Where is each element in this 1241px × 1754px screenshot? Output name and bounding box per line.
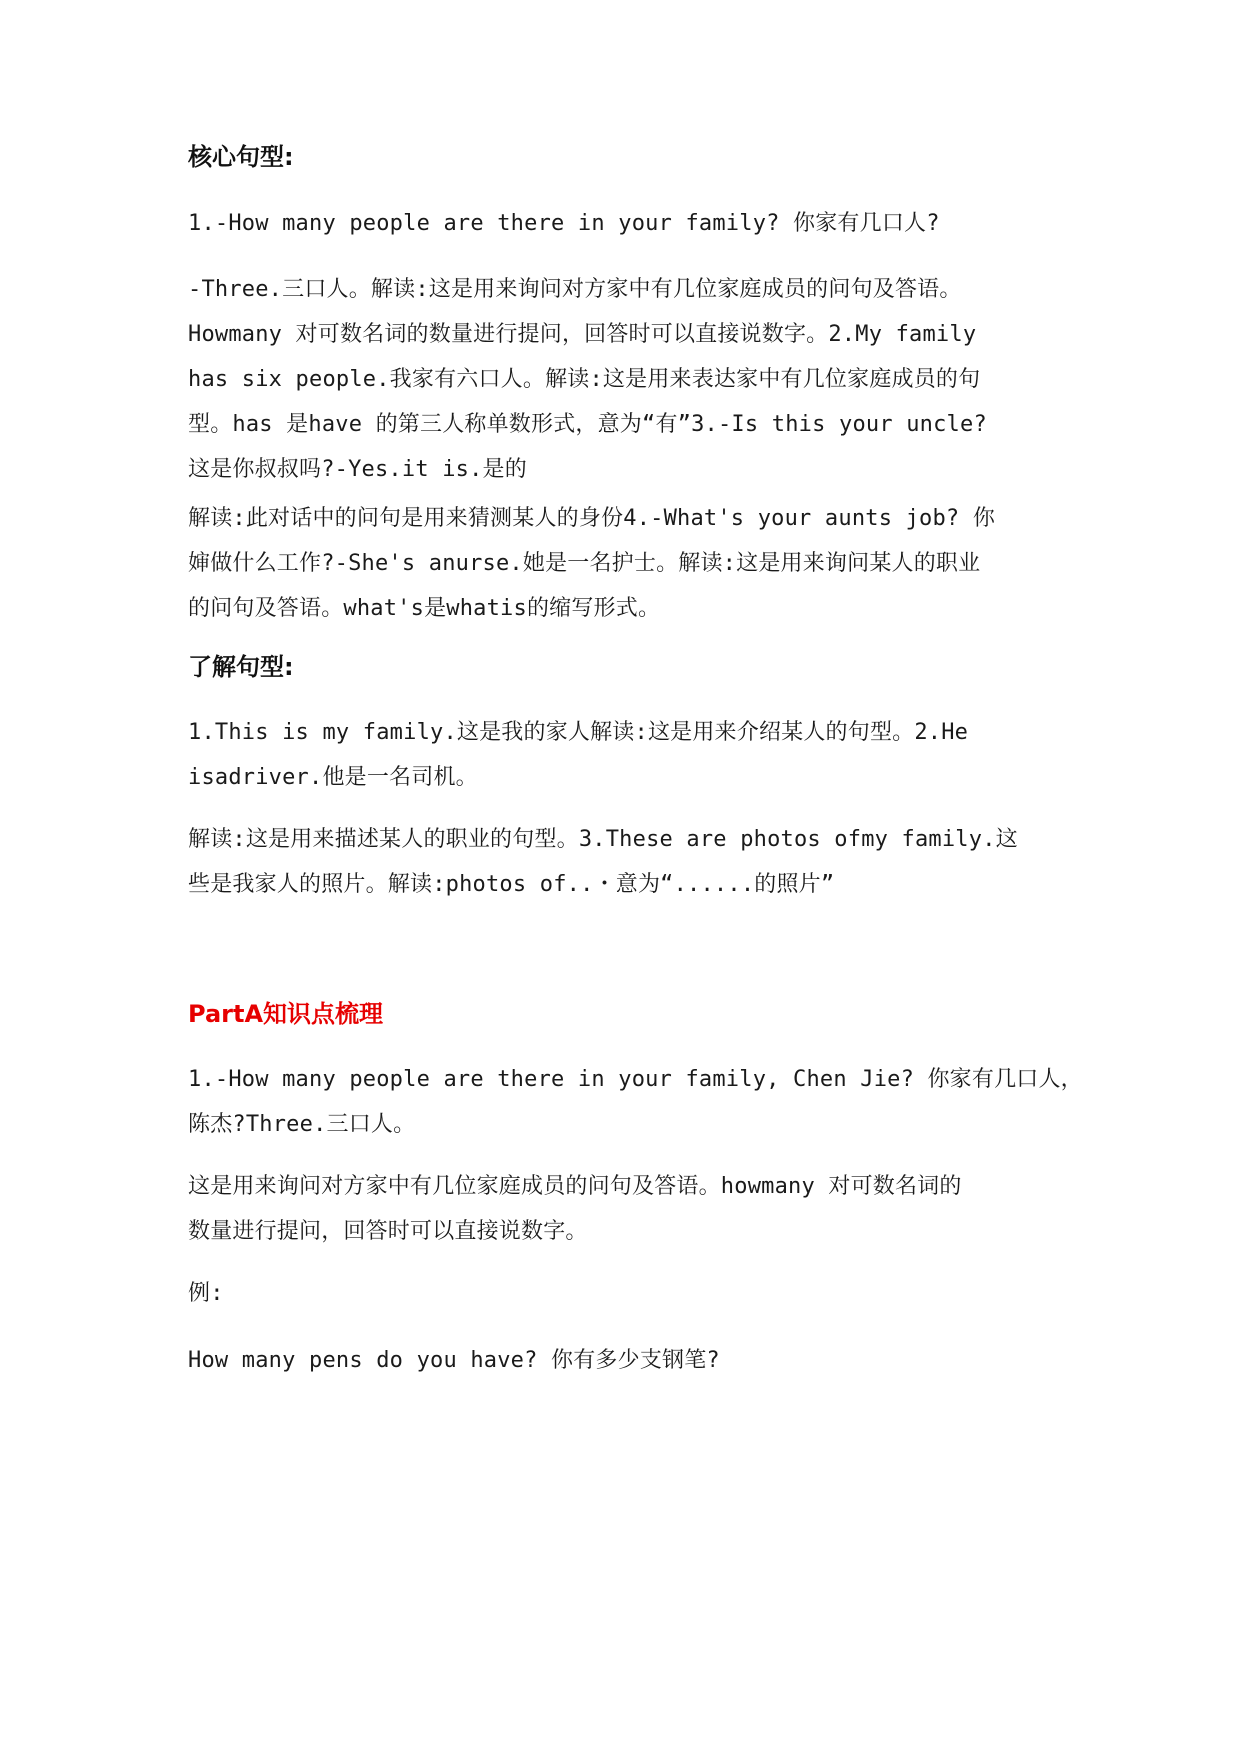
text-line: 这是用来询问对方家中有几位家庭成员的问句及答语。howmany 对可数名词的	[188, 1174, 962, 1199]
text-line: 陈杰?Three.三口人。	[188, 1112, 416, 1137]
paragraph	[188, 1271, 1058, 1316]
paragraph	[188, 267, 1058, 492]
section-heading-understand-sentences: 了解句型:	[188, 653, 294, 681]
paragraph	[188, 496, 1058, 631]
paragraph	[188, 1338, 1058, 1383]
text-line: 例:	[188, 1281, 224, 1306]
section-heading-core-sentences: 核心句型:	[188, 143, 294, 171]
text-line: 1.-How many people are there in your family, Chen Jie? 你家有几口人，	[188, 1067, 1083, 1092]
text-line: 解读:这是用来描述某人的职业的句型。3.These are photos ofmy family.这	[188, 827, 1018, 852]
section-heading-parta: PartA知识点梳理	[188, 1000, 384, 1028]
text-line: 解读:此对话中的问句是用来猜测某人的身份4.-What's your aunts job? 你	[188, 506, 996, 531]
text-line: 数量进行提问，回答时可以直接说数字。	[188, 1219, 588, 1244]
paragraph	[188, 710, 1058, 800]
text-line: has six people.我家有六口人。解读:这是用来表达家中有几位家庭成员的句	[188, 367, 981, 392]
paragraph	[188, 1057, 1083, 1147]
text-line: 这是你叔叔吗?-Yes.it is.是的	[188, 457, 527, 482]
text-line: 的问句及答语。what's是whatis的缩写形式。	[188, 596, 661, 621]
text-line: Howmany 对可数名词的数量进行提问，回答时可以直接说数字。2.My family	[188, 322, 977, 347]
text-line: 婶做什么工作?-She's anurse.她是一名护士。解读:这是用来询问某人的职业	[188, 551, 981, 576]
text-line: 1.This is my family.这是我的家人解读:这是用来介绍某人的句型。2.He	[188, 720, 969, 745]
paragraph	[188, 1164, 1058, 1254]
text-line: How many pens do you have? 你有多少支钢笔?	[188, 1348, 720, 1373]
text-line: 1.-How many people are there in your family? 你家有几口人?	[188, 211, 940, 236]
text-line: 些是我家人的照片。解读:photos of..・意为“......的照片”	[188, 872, 835, 897]
text-line: 型。has 是have 的第三人称单数形式，意为“有”3.-Is this your uncle?	[188, 412, 987, 437]
paragraph	[188, 201, 1058, 246]
text-line: -Three.三口人。解读:这是用来询问对方家中有几位家庭成员的问句及答语。	[188, 277, 962, 302]
paragraph	[188, 817, 1058, 907]
text-line: isadriver.他是一名司机。	[188, 765, 478, 790]
